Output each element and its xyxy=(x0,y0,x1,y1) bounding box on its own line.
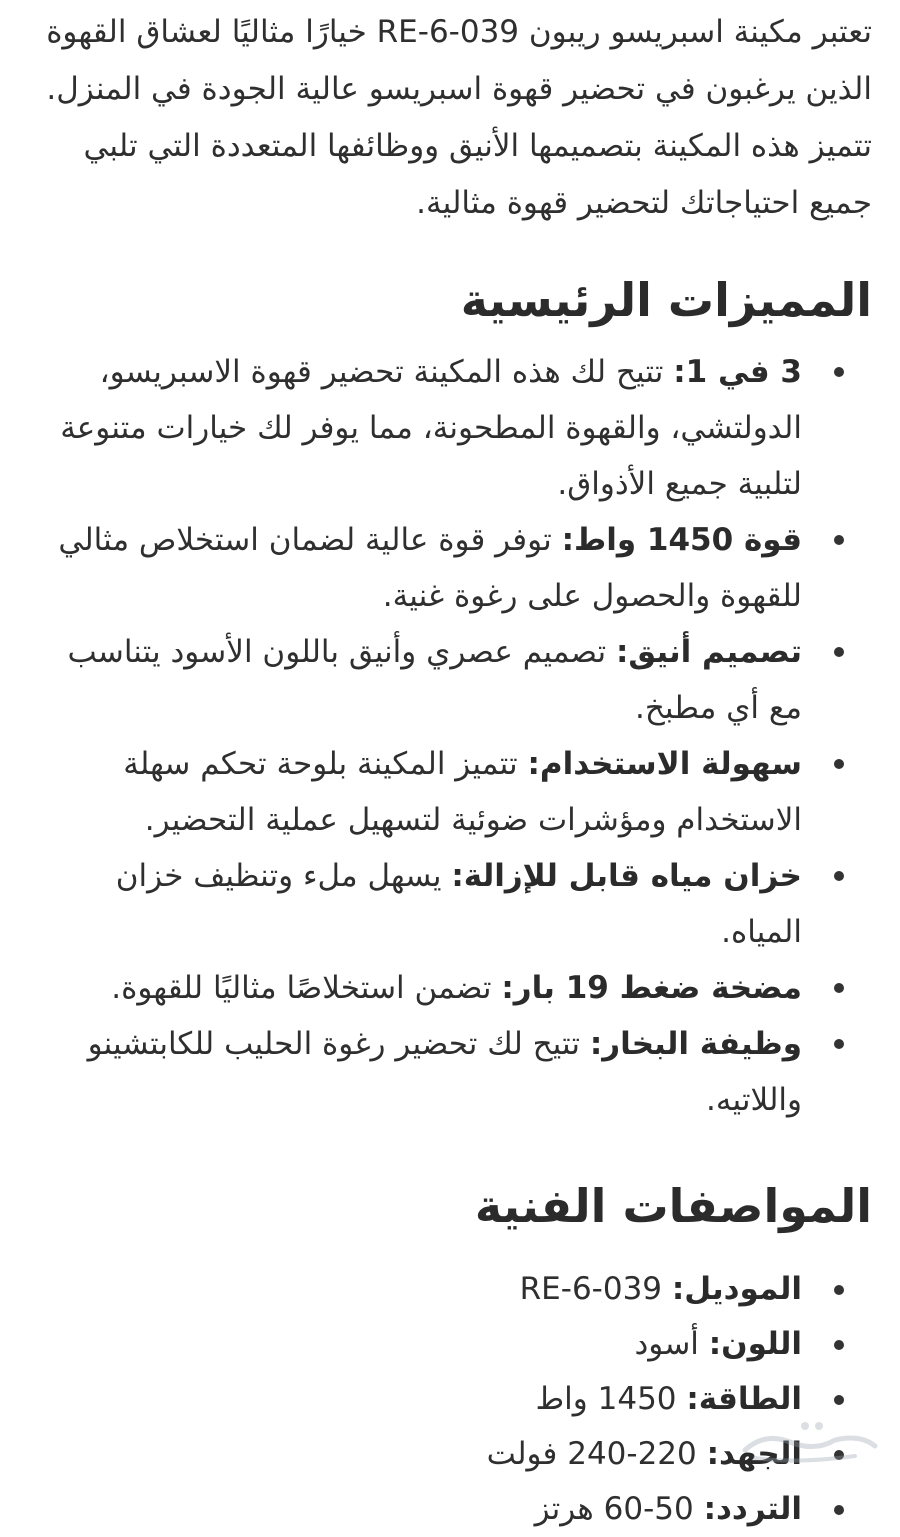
bullet-icon xyxy=(834,1395,844,1405)
feature-text: تتيح لك تحضير رغوة الحليب للكابتشينو واللاتيه. xyxy=(87,1026,802,1118)
feature-term: وظيفة البخار: xyxy=(589,1026,802,1062)
bullet-icon xyxy=(834,759,844,769)
bullet-icon xyxy=(834,983,844,993)
list-item xyxy=(28,1372,802,1427)
article xyxy=(28,0,872,1537)
spec-value: أسود xyxy=(634,1326,699,1362)
feature-term: تصميم أنيق: xyxy=(616,634,802,670)
list-item xyxy=(28,736,802,848)
spec-term: التردد: xyxy=(703,1491,802,1527)
bullet-icon xyxy=(834,1505,844,1515)
features-list xyxy=(28,344,872,1128)
bullet-icon xyxy=(834,871,844,881)
list-item xyxy=(28,624,802,736)
intro-paragraph: تعتبر مكينة اسبريسو ريبون RE-6-039 خيارًا مثاليًا لعشاق القهوة الذين يرغبون في تحضير قهوة اسبريسو عالية الجودة في المنزل. تتميز هذه المكينة بتصميمها الأنيق ووظائفها المتعددة التي تلبي جميع احتياجاتك لتحضير قهوة مثالية. xyxy=(46,14,872,221)
feature-text: يسهل ملء وتنظيف خزان المياه. xyxy=(115,858,802,950)
feature-text: تتميز المكينة بلوحة تحكم سهلة الاستخدام ومؤشرات ضوئية لتسهيل عملية التحضير. xyxy=(123,746,802,838)
bullet-icon xyxy=(834,1039,844,1049)
list-item xyxy=(28,1317,802,1372)
spec-term: الطاقة: xyxy=(686,1381,802,1417)
bullet-icon xyxy=(834,1285,844,1295)
list-item xyxy=(28,512,802,624)
list-item xyxy=(28,960,802,1016)
feature-text: تصميم عصري وأنيق باللون الأسود يتناسب مع أي مطبخ. xyxy=(67,634,802,726)
feature-term: سهولة الاستخدام: xyxy=(527,746,802,782)
spec-value: 1450 واط xyxy=(535,1381,677,1417)
spec-term: الجهد: xyxy=(706,1436,802,1472)
spec-term: الموديل: xyxy=(671,1271,802,1307)
bullet-icon xyxy=(834,647,844,657)
spec-value: 220-240 فولت xyxy=(486,1436,697,1472)
specs-list xyxy=(28,1262,872,1537)
feature-text: توفر قوة عالية لضمان استخلاص مثالي للقهوة والحصول على رغوة غنية. xyxy=(58,522,802,614)
specs-heading: المواصفات الفنية xyxy=(474,1179,872,1233)
feature-term: خزان مياه قابل للإزالة: xyxy=(451,858,802,894)
feature-term: 3 في 1: xyxy=(673,354,802,390)
bullet-icon xyxy=(834,1340,844,1350)
list-item xyxy=(28,344,802,512)
spec-value: 50-60 هرتز xyxy=(534,1491,694,1527)
bullet-icon xyxy=(834,367,844,377)
list-item xyxy=(28,848,802,960)
feature-text: تتيح لك هذه المكينة تحضير قهوة الاسبريسو، الدولتشي، والقهوة المطحونة، مما يوفر لك خيارات متنوعة لتلبية جميع الأذواق. xyxy=(60,354,802,502)
bullet-icon xyxy=(834,535,844,545)
list-item xyxy=(28,1262,802,1317)
spec-value: RE-6-039 xyxy=(519,1271,663,1307)
features-heading: المميزات الرئيسية xyxy=(460,273,872,327)
haraj-watermark-icon xyxy=(735,1412,885,1472)
feature-term: مضخة ضغط 19 بار: xyxy=(501,970,802,1006)
feature-term: قوة 1450 واط: xyxy=(561,522,802,558)
list-item xyxy=(28,1482,802,1537)
spec-term: اللون: xyxy=(708,1326,802,1362)
list-item xyxy=(28,1016,802,1128)
feature-text: تضمن استخلاصًا مثاليًا للقهوة. xyxy=(111,970,502,1006)
